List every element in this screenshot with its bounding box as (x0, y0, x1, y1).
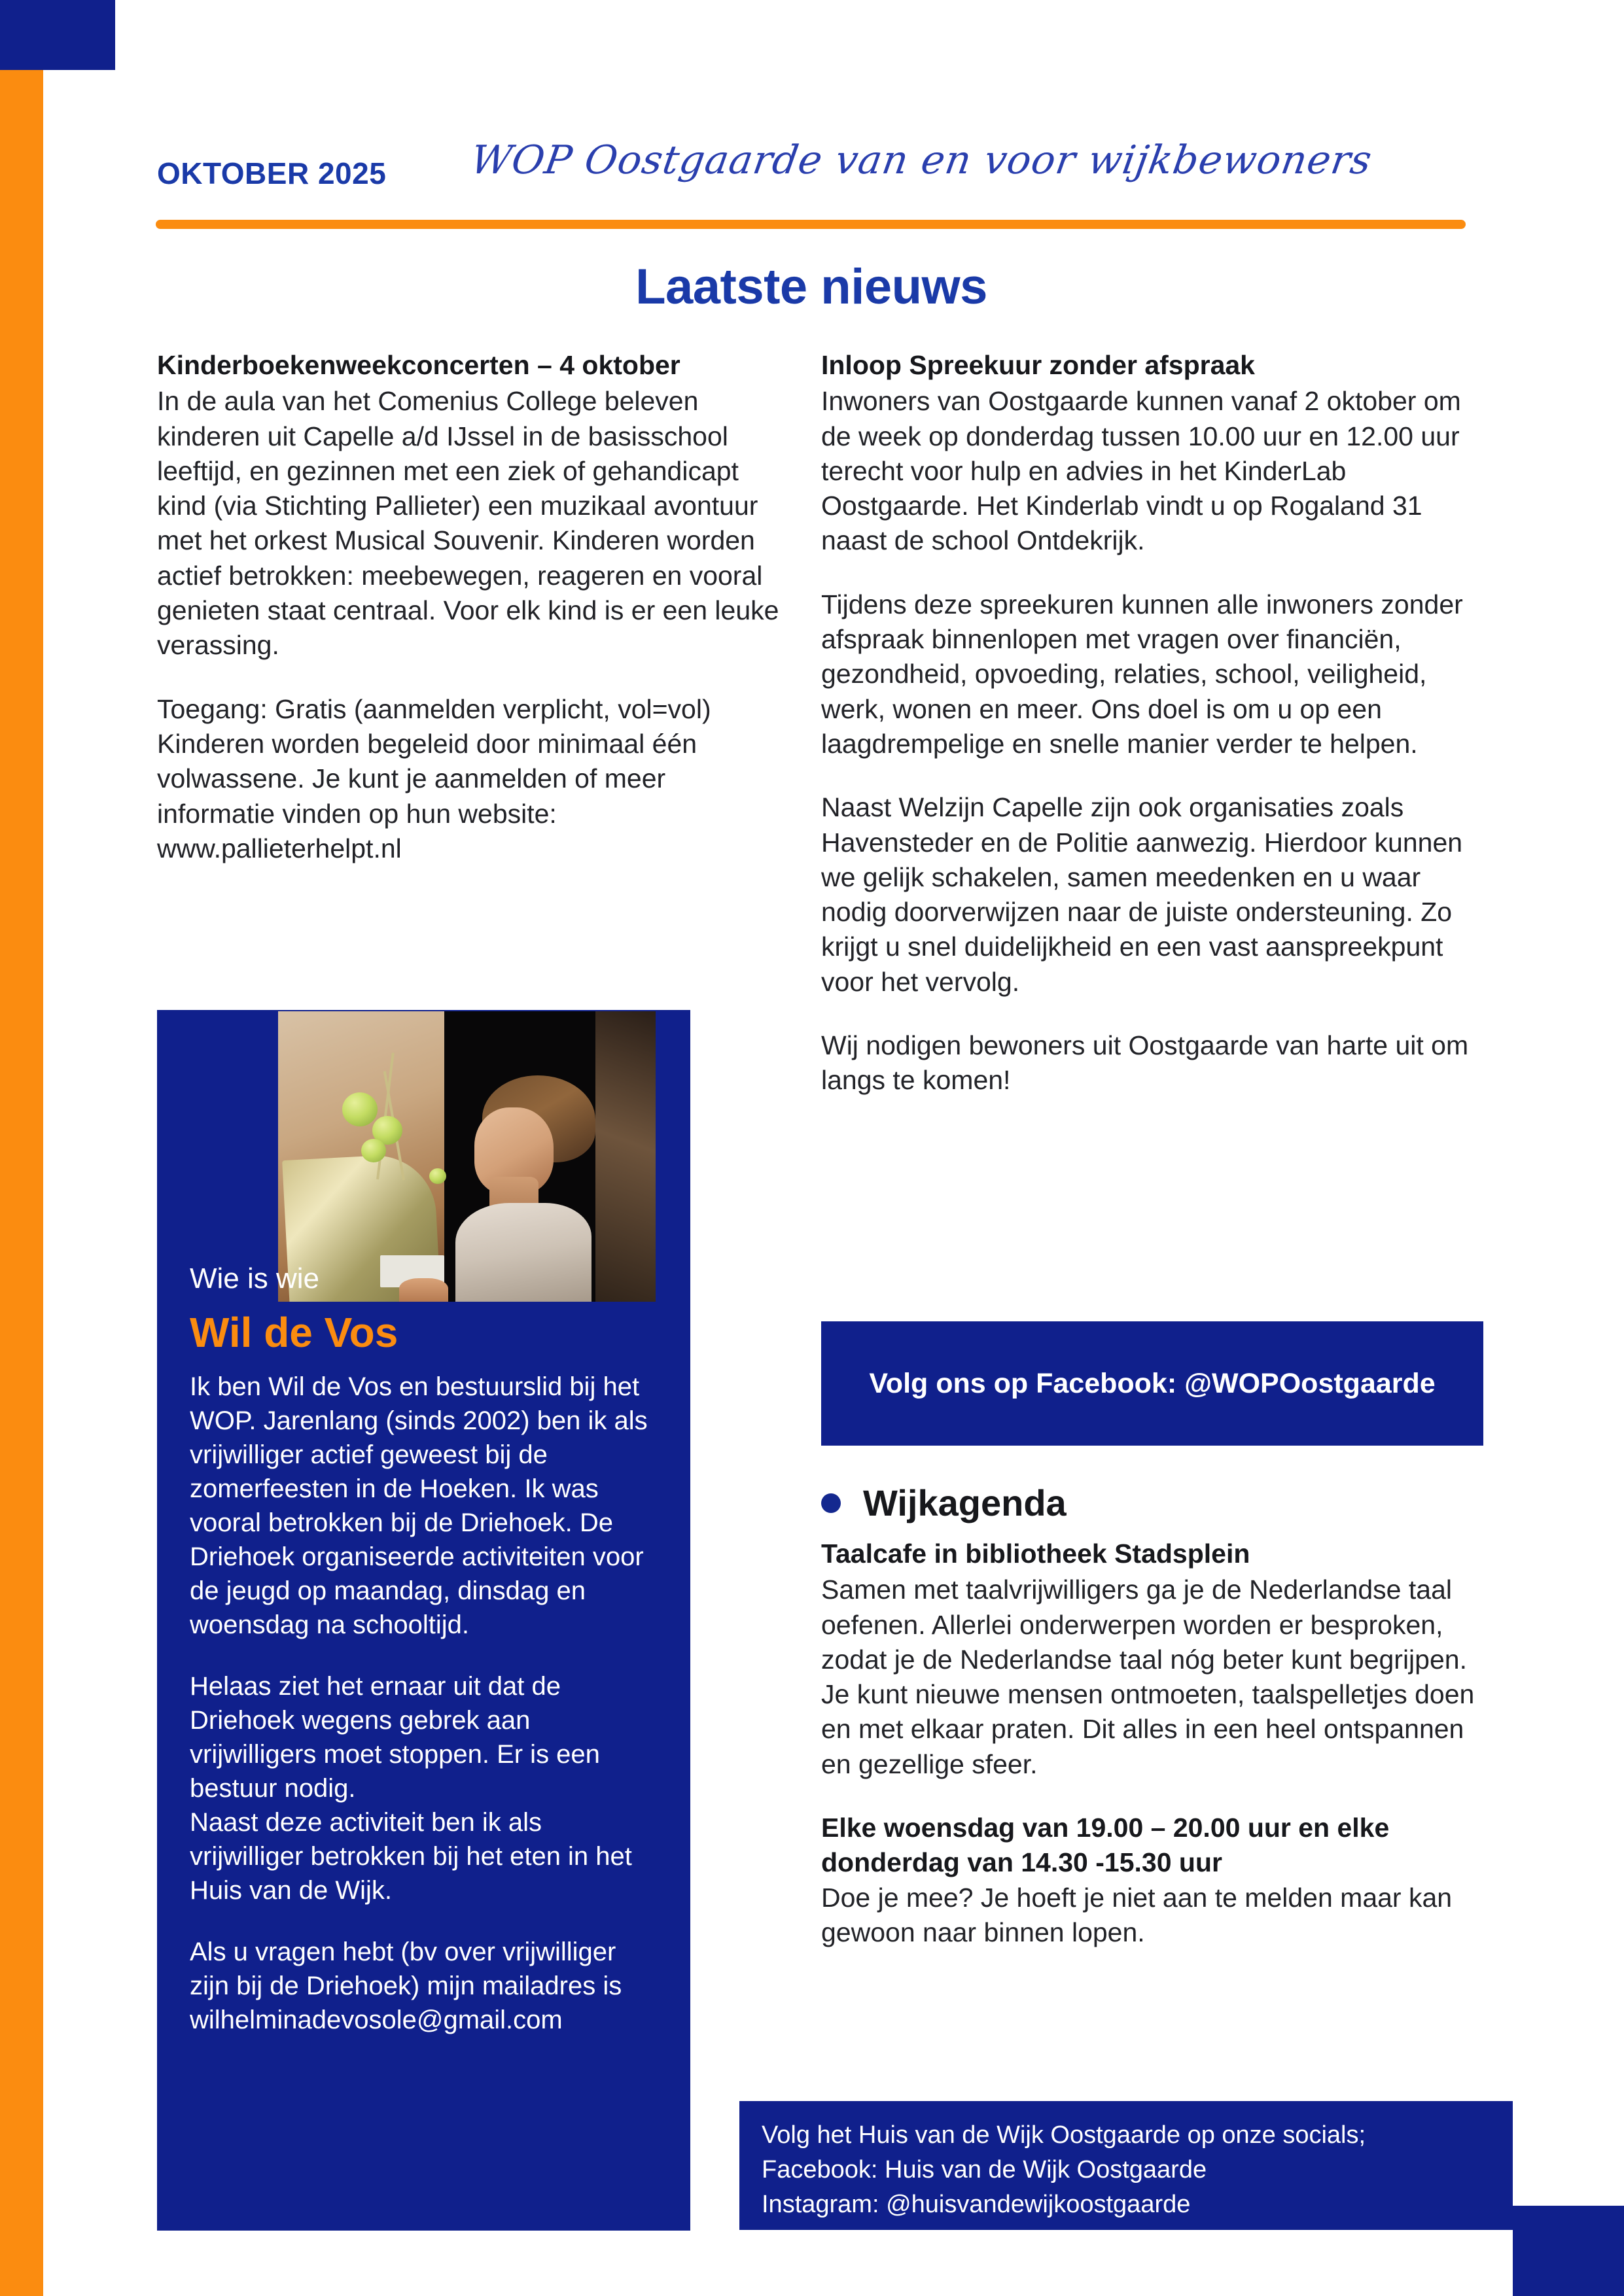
right-article-paragraph: Inwoners van Oostgaarde kunnen vanaf 2 oktober om de week op donderdag tussen 10.00 uur en 12.00 uur terecht voor hulp en advies in het KinderLab Oostgaarde. Het Kinderlab vindt u op Rogaland 31 naast de school Ontdekrijk. (821, 386, 1461, 556)
left-article-paragraph: In de aula van het Comenius College beleven kinderen uit Capelle a/d IJssel in de basisschool leeftijd, en gezinnen met een ziek of gehandicapt kind (via Stichting Pallieter) een muzikaal avontuur met het orkest Musical Souvenir. Kinderen worden actief betrokken: meebewegen, reageren en vooral genieten staat centraal. Voor elk kind is er een leuke verassing. (157, 386, 779, 661)
agenda-times-body: Doe je mee? Je hoeft je niet aan te melden maar kan gewoon naar binnen lopen. (821, 1882, 1453, 1947)
wijkagenda-title: Wijkagenda (863, 1482, 1067, 1523)
left-column (157, 349, 785, 866)
wijkagenda-body (821, 1537, 1483, 1950)
socials-footer-box (739, 2101, 1513, 2230)
feature-kicker: Wie is wie (190, 1262, 320, 1295)
agenda-times-heading: Elke woensdag van 19.00 – 20.00 uur en elke donderdag van 14.30 -15.30 uur (821, 1813, 1390, 1878)
feature-paragraph: Als u vragen hebt (bv over vrijwilliger zijn bij de Driehoek) mijn mailadres is wilhelminadevosole@gmail.com (190, 1938, 622, 2034)
socials-line-1: Volg het Huis van de Wijk Oostgaarde op onze socials; (762, 2121, 1366, 2149)
socials-line-2[interactable]: Facebook: Huis van de Wijk Oostgaarde (762, 2156, 1207, 2184)
left-article-paragraph: Toegang: Gratis (aanmelden verplicht, vol=vol) Kinderen worden begeleid door minimaal één volwassene. Je kunt je aanmelden of meer informatie vinden op hun website: www.pallieterhelpt.nl (157, 693, 711, 863)
agenda-item-heading: Taalcafe in bibliotheek Stadsplein (821, 1539, 1250, 1569)
right-article-paragraph: Tijdens deze spreekuren kunnen alle inwoners zonder afspraak binnenlopen met vragen over financiën, gezondheid, opvoeding, relaties, school, veiligheid, werk, wonen en meer. Ons doel is om u op een laagdrempelige en snelle manier verder te helpen. (821, 589, 1463, 759)
feature-paragraph: Ik ben Wil de Vos en bestuurslid bij het WOP. Jarenlang (sinds 2002) ben ik als vrijwilliger actief geweest bij de zomerfeesten in de Hoeken. Ik was vooral betrokken bij de Driehoek. De Driehoek organiseerde activiteiten voor de jeugd op maandag, dinsdag en woensdag na schooltijd. (190, 1372, 648, 1639)
feature-paragraph: Naast deze activiteit ben ik als vrijwilliger betrokken bij het eten in het Huis van de Wijk. (190, 1808, 632, 1905)
issue-date: OKTOBER 2025 (157, 156, 387, 190)
masthead-divider (156, 220, 1466, 229)
feature-paragraph: Helaas ziet het ernaar uit dat de Driehoek wegens gebrek aan vrijwilligers moet stoppen. Er is een bestuur nodig. (190, 1672, 600, 1803)
agenda-item-body: Samen met taalvrijwilligers ga je de Nederlandse taal oefenen. Allerlei onderwerpen worden er besproken, zodat je de Nederlandse taal nóg beter kunt begrijpen. Je kunt nieuwe mensen ontmoeten, taalspelletjes doen en met elkaar praten. Dit alles in een heel ontspannen en gezellige sfeer. (821, 1574, 1475, 1779)
facebook-follow-banner[interactable] (821, 1321, 1483, 1446)
feature-person-name: Wil de Vos (190, 1309, 398, 1356)
avatar (278, 1011, 656, 1302)
bullet-dot-icon (821, 1493, 841, 1513)
top-left-blue-block (0, 0, 115, 70)
feature-body (190, 1370, 652, 2037)
masthead (157, 137, 1466, 229)
socials-line-3[interactable]: Instagram: @huisvandewijkoostgaarde (762, 2191, 1191, 2219)
right-article-paragraph: Wij nodigen bewoners uit Oostgaarde van harte uit om langs te komen! (821, 1030, 1469, 1096)
wijkagenda-header (821, 1482, 1067, 1524)
brand-wordmark: WOP Oostgaarde van en voor wijkbewoners (467, 137, 1375, 183)
facebook-follow-label: Volg ons op Facebook: @WOPOostgaarde (869, 1367, 1436, 1399)
right-article-heading: Inloop Spreekuur zonder afspraak (821, 350, 1255, 380)
right-article-paragraph: Naast Welzijn Capelle zijn ook organisaties zoals Havensteder en de Politie aanwezig. Hierdoor kunnen we gelijk schakelen, samen meedenken en u waar nodig doorverwijzen naar de juiste ondersteuning. Zo krijgt u snel duidelijkheid en een vast aanspreekpunt voor het vervolg. (821, 792, 1463, 997)
bottom-right-blue-block (1513, 2206, 1624, 2296)
page-title: Laatste nieuws (635, 259, 987, 315)
left-article-heading: Kinderboekenweekconcerten – 4 oktober (157, 350, 680, 380)
right-column (821, 349, 1482, 1098)
left-orange-stripe (0, 70, 43, 2296)
